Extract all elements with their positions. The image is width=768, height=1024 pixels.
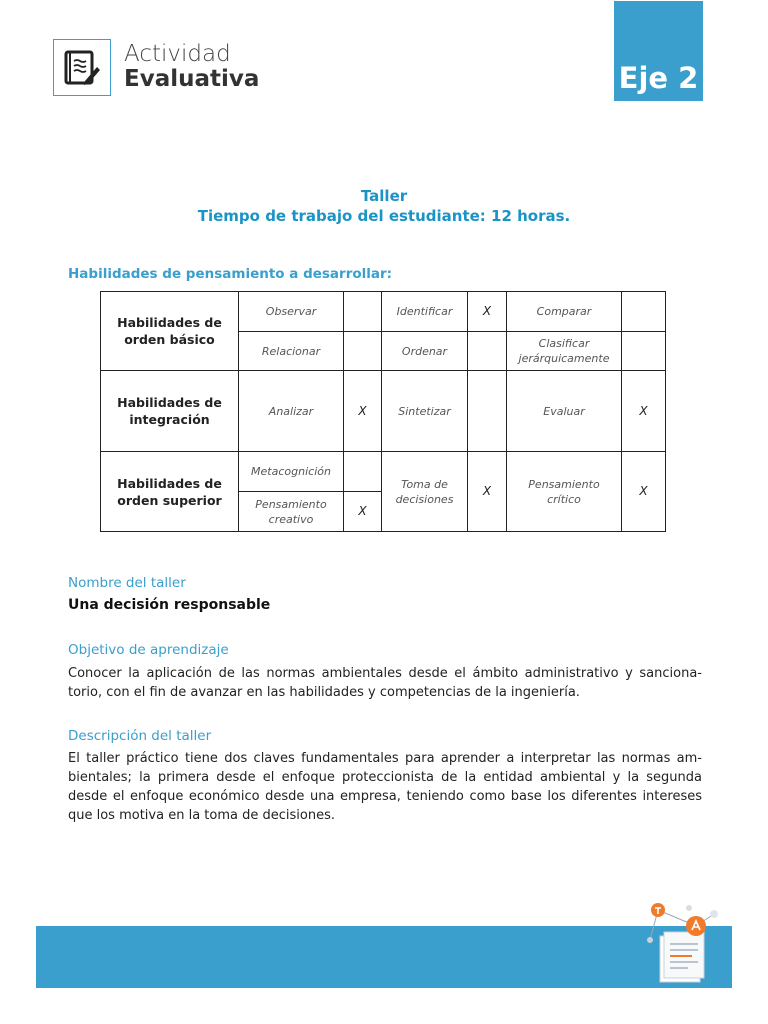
skill-cell: Sintetizar — [382, 371, 468, 452]
footer-band — [36, 926, 732, 988]
skill-mark — [622, 292, 666, 332]
workshop-name: Una decisión responsable — [68, 597, 271, 613]
skill-cell: Identificar — [382, 292, 468, 332]
brand-line-2: Evaluativa — [124, 66, 260, 92]
skill-cell: Pensamiento crítico — [507, 452, 622, 532]
skill-cell: Metacognición — [239, 452, 344, 492]
document-illustration-icon — [640, 900, 720, 986]
description-heading: Descripción del taller — [68, 728, 212, 744]
description-text: El taller práctico tiene dos claves fundamentales para aprender a interpretar las normas am-bientales; la primera desde el enfoque proteccionista de la entidad ambiental y la segunda desde el enfoque económico desde una empresa, teniendo como base los diferentes intereses que los motiva en la toma de decisiones. — [68, 751, 702, 823]
skill-cell: Ordenar — [382, 332, 468, 371]
page-title: Taller — [360, 187, 408, 205]
skill-mark: X — [344, 492, 382, 532]
skill-cell: Comparar — [507, 292, 622, 332]
objective-heading: Objetivo de aprendizaje — [68, 642, 229, 658]
skill-mark: X — [344, 371, 382, 452]
skill-cell: Toma de decisiones — [382, 452, 468, 532]
table-row — [101, 371, 666, 452]
activity-logo — [53, 39, 111, 96]
skills-table — [100, 291, 666, 532]
skill-mark — [344, 292, 382, 332]
brand-line-1: Actividad — [124, 41, 231, 67]
skill-mark — [468, 371, 507, 452]
row-label-basic: Habilidades de orden básico — [101, 292, 239, 371]
skill-mark — [344, 332, 382, 371]
table-row — [101, 292, 666, 332]
objective-text: Conocer la aplicación de las normas ambientales desde el ámbito administrativo y sanciona-torio, con el fin de avanzar en las habilidades y competencias de la ingeniería. — [68, 666, 702, 700]
skill-mark — [468, 332, 507, 371]
skill-cell: Clasificar jerárquicamente — [507, 332, 622, 371]
skill-mark: X — [468, 292, 507, 332]
skill-mark — [622, 332, 666, 371]
row-label-integration: Habilidades de integración — [101, 371, 239, 452]
workshop-name-heading: Nombre del taller — [68, 575, 186, 591]
skill-mark — [344, 452, 382, 492]
skill-cell: Pensamiento creativo — [239, 492, 344, 532]
brand-title — [124, 42, 259, 92]
skill-mark: X — [622, 452, 666, 532]
skills-heading: Habilidades de pensamiento a desarrollar: — [68, 266, 393, 282]
table-row — [101, 452, 666, 492]
skill-mark: X — [622, 371, 666, 452]
axis-badge: Eje 2 — [614, 1, 703, 101]
page-subtitle: Tiempo de trabajo del estudiante: 12 horas. — [197, 207, 571, 225]
skill-cell: Observar — [239, 292, 344, 332]
skill-cell: Evaluar — [507, 371, 622, 452]
skill-cell: Relacionar — [239, 332, 344, 371]
notebook-pencil-icon — [61, 47, 103, 89]
row-label-superior: Habilidades de orden superior — [101, 452, 239, 532]
skill-cell: Analizar — [239, 371, 344, 452]
skill-mark: X — [468, 452, 507, 532]
